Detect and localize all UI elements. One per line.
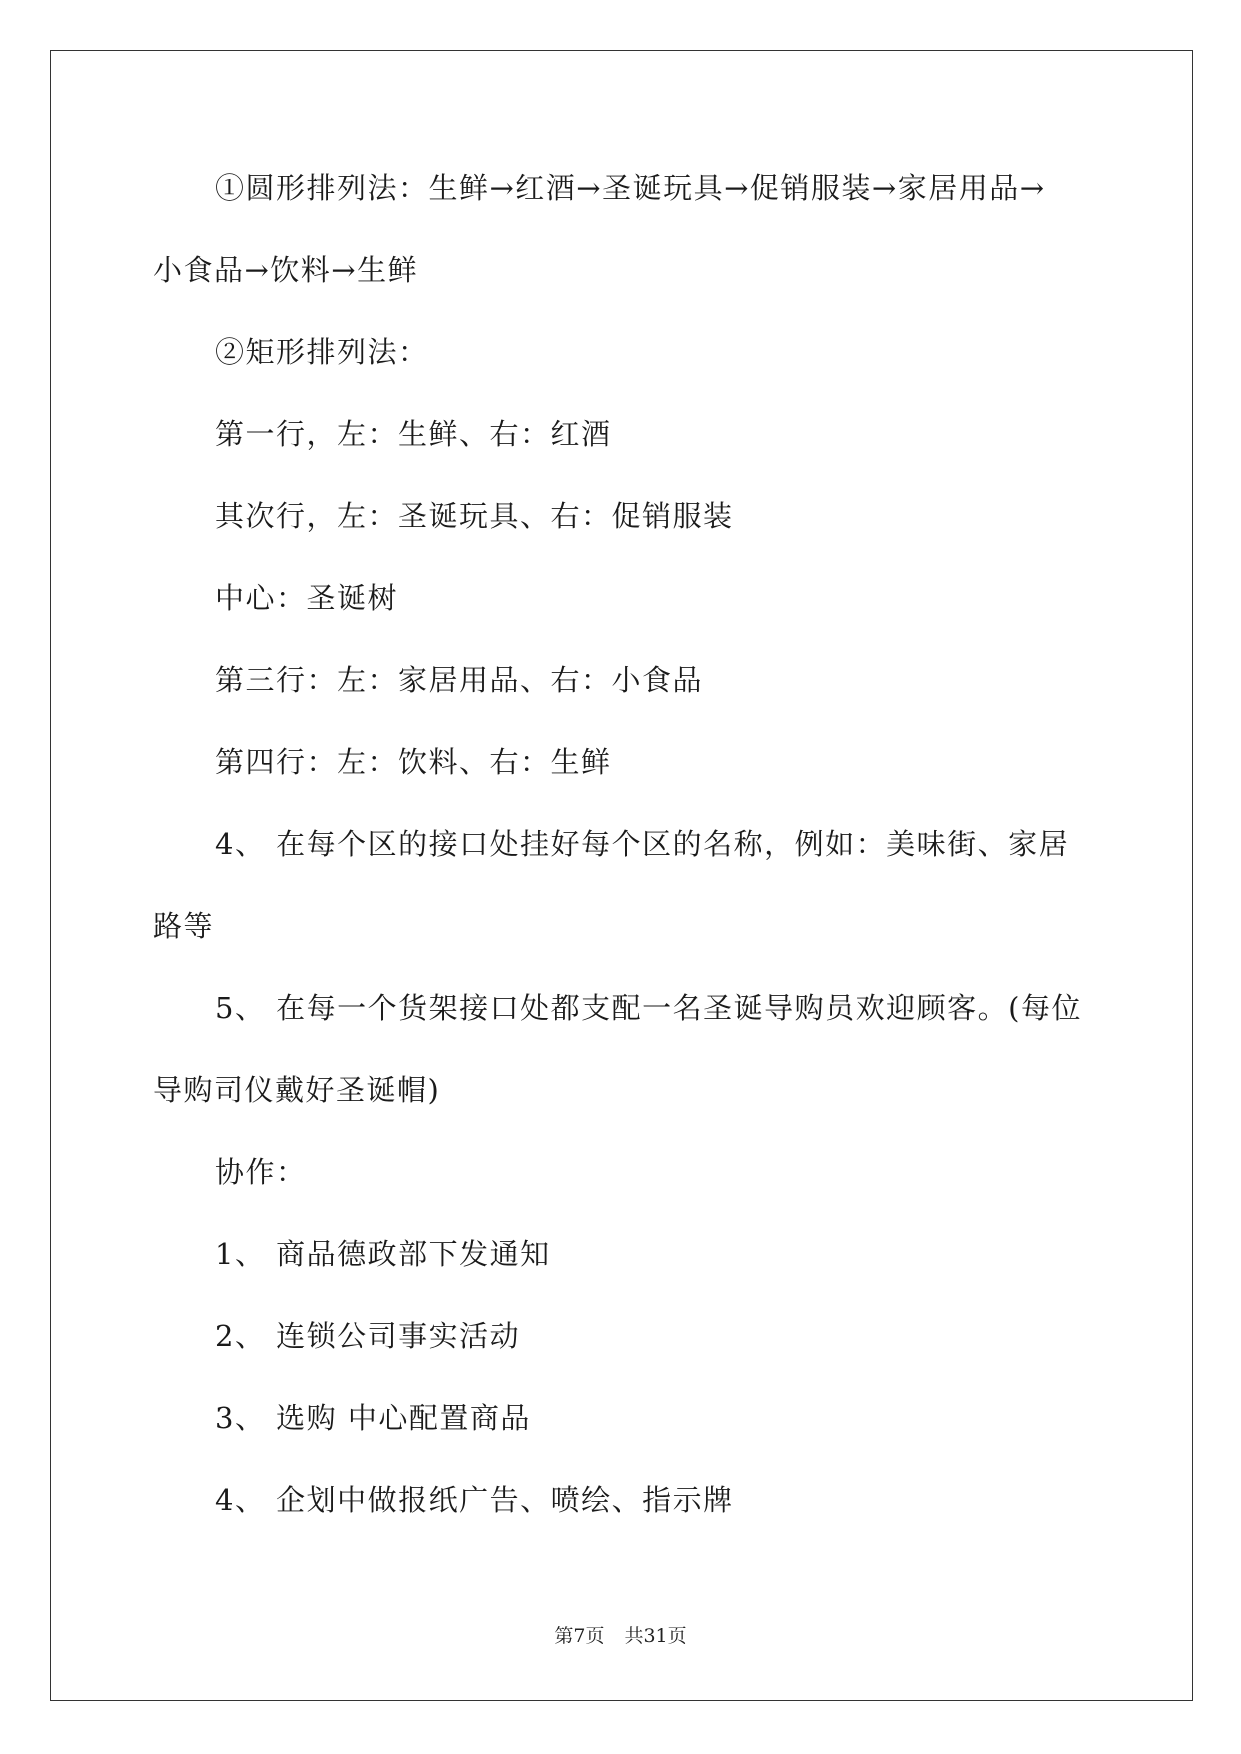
cooperation-heading: 协作： [215, 1155, 307, 1189]
coop-item-4: 4、 企划中做报纸广告、喷绘、指示牌 [215, 1483, 734, 1517]
row-four: 第四行：左：饮料、右：生鲜 [215, 745, 612, 779]
center-item: 中心：圣诞树 [215, 581, 399, 615]
page-number-current: 第7页 [554, 1625, 605, 1647]
item-5-greeters-cont: 导购司仪戴好圣诞帽) [153, 1073, 441, 1107]
coop-item-1: 1、 商品德政部下发通知 [215, 1237, 551, 1271]
paragraph-circle-arrangement-cont: 小食品→饮料→生鲜 [153, 253, 419, 287]
row-one: 第一行，左：生鲜、右：红酒 [215, 417, 612, 451]
paragraph-rect-arrangement: ②矩形排列法： [215, 335, 429, 369]
row-two: 其次行，左：圣诞玩具、右：促销服装 [215, 499, 734, 533]
item-5-greeters: 5、 在每一个货架接口处都支配一名圣诞导购员欢迎顾客。(每位 [215, 991, 1082, 1025]
document-body [153, 168, 1095, 1562]
page-footer [0, 1621, 1241, 1648]
item-4-signage-cont: 路等 [153, 909, 215, 943]
row-three: 第三行：左：家居用品、右：小食品 [215, 663, 704, 697]
coop-item-3: 3、 选购 中心配置商品 [215, 1401, 531, 1435]
item-4-signage: 4、 在每个区的接口处挂好每个区的名称，例如：美味街、家居 [215, 827, 1070, 861]
paragraph-circle-arrangement: ①圆形排列法：生鲜→红酒→圣诞玩具→促销服装→家居用品→ [215, 171, 1046, 205]
coop-item-2: 2、 连锁公司事实活动 [215, 1319, 521, 1353]
page-number-total: 共31页 [624, 1625, 687, 1647]
